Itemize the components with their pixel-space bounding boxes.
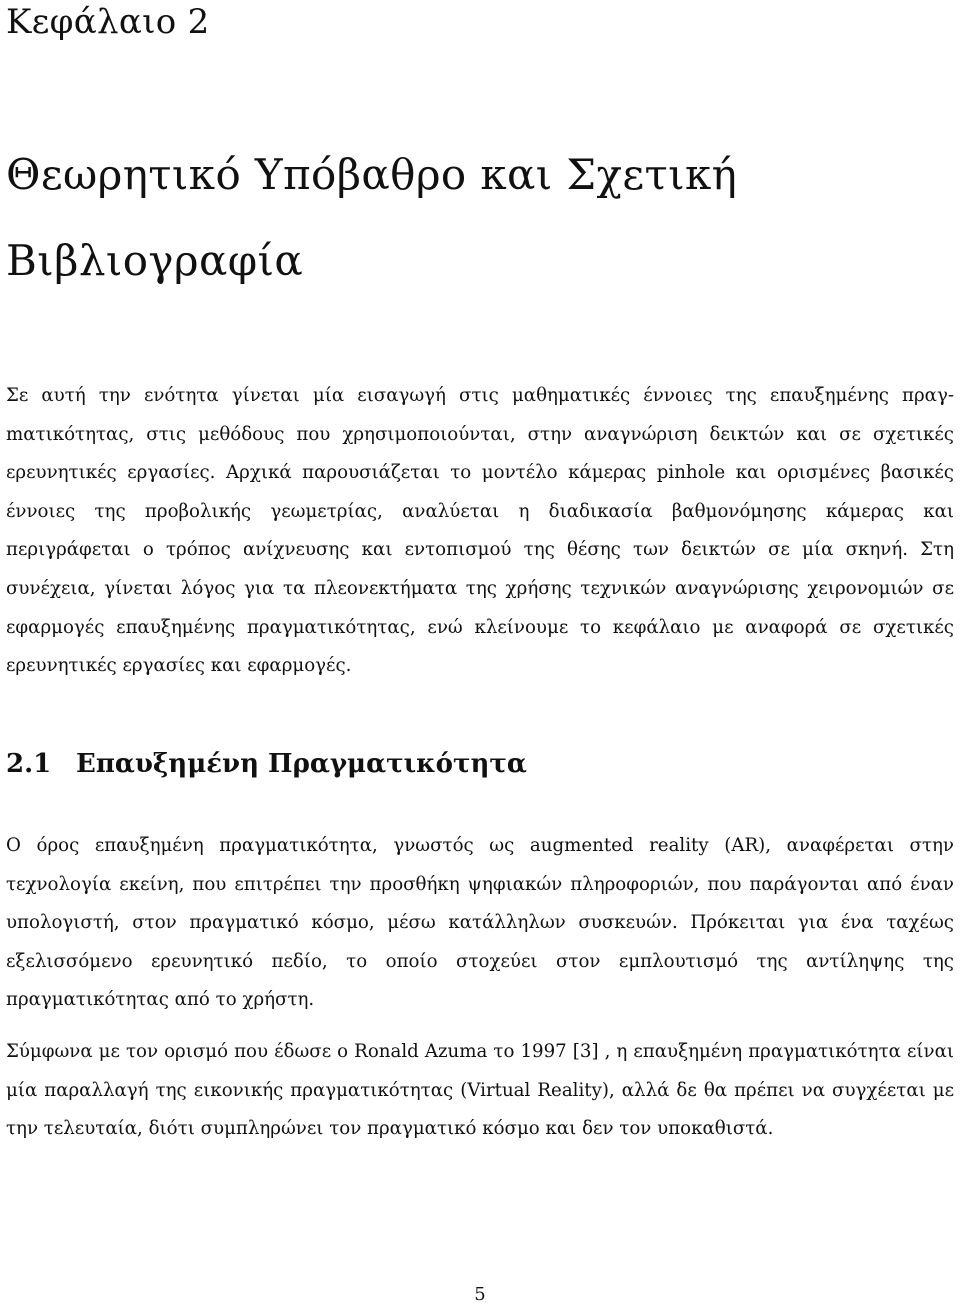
page-number: 5 — [474, 1284, 486, 1305]
chapter-label: Κεφάλαιο 2 — [6, 2, 210, 42]
section-heading — [6, 742, 527, 786]
section-paragraph: Σύμφωνα με τον ορισμό που έδωσε ο Ronald Azuma το 1997 [3] , η επαυξημένη πραγματικότητα είναι μία παραλλαγή της εικονικής πραγματικότητας (Virtual Reality), αλλά δε θα πρέπει να συγχέεται με την τελευταία, διότι συμπληρώνει τον πραγματικό κόσμο και δεν τον υποκαθιστά. — [6, 1041, 954, 1140]
section-number: 2.1 — [6, 749, 52, 779]
section-title: Επαυξημένη Πραγματικότητα — [76, 749, 527, 779]
section-paragraph: Ο όρος επαυξημένη πραγματικότητα, γνωστός ως augmented reality (AR), αναφέρεται στην τεχνολογία εκείνη, που επιτρέπει την προσθήκη ψηφιακών πληροφοριών, που παράγονται από έναν υπολογιστή, στον πραγματικό κόσμο, μέσω κατάλληλων συσκευών. Πρόκειται για ένα ταχέως εξελισσόμενο ερευνητικό πεδίο, το οποίο στοχεύει στον εμπλουτισμό της αντίληψης της πραγματικότητας από το χρήστη. — [6, 835, 954, 1011]
chapter-title: Θεωρητικό Υπόβαθρο και Σχετική Βιβλιογραφία — [6, 150, 738, 285]
document-page — [6, 0, 954, 1310]
intro-paragraph: Σε αυτή την ενότητα γίνεται μία εισαγωγή στις μαθηματικές έννοιες της επαυξημένης πραγmατικότητας, στις μεθόδους που χρησιμοποιούνται, στην αναγνώριση δεικτών και σε σχετικές ερευνητικές εργασίες. Αρχικά παρουσιάζεται το μοντέλο κάμερας pinhole και ορισμένες βασικές έννοιες της προβολικής γεωμετρίας, αναλύεται η διαδικασία βαθμονόμησης κάμερας και περιγράφεται ο τρόπος ανίχνευσης και εντοπισμού της θέσης των δεικτών σε μία σκηνή. Στη συνέχεια, γίνεται λόγος για τα πλεονεκτήματα της χρήσης τεχνικών αναγνώρισης χειρονομιών σε εφαρμογές επαυξημένης πραγματικότητας, ενώ κλείνουμε το κεφάλαιο με αναφορά σε σχετικές ερευνητικές εργασίες και εφαρμογές. — [6, 385, 954, 677]
